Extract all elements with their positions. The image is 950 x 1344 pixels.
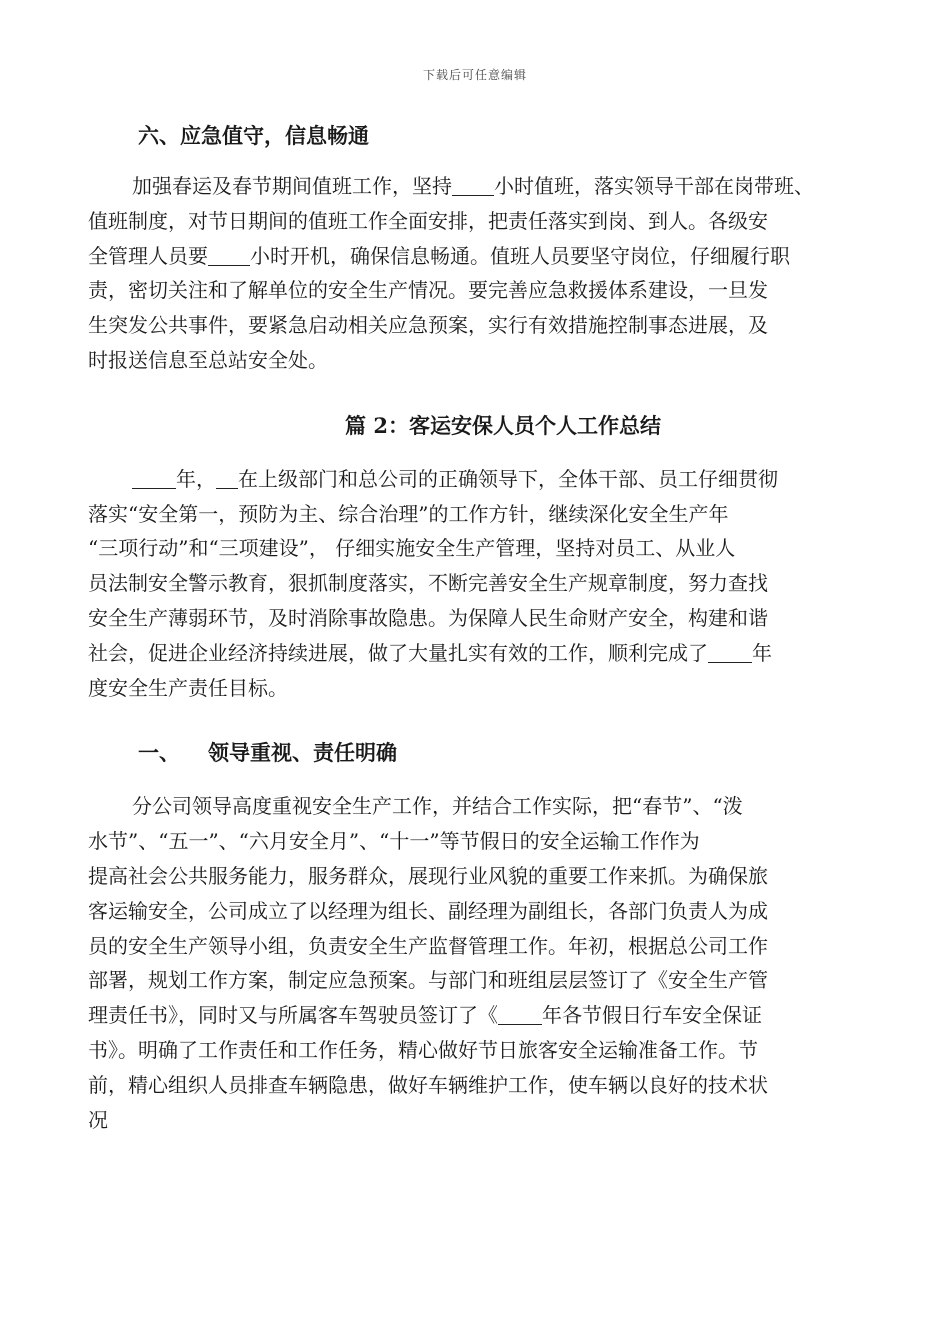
document-body	[88, 118, 878, 1137]
text-line: 落实“安全第一，预防为主、综合治理”的工作方针，继续深化安全生产年	[88, 501, 729, 526]
blank-underline	[498, 1004, 542, 1025]
paragraph-intro	[88, 462, 878, 706]
text-line: 水节”、“五一”、“六月安全月”、“十一”等节假日的安全运输工作作为	[88, 829, 700, 854]
blank-underline	[452, 175, 494, 196]
text-line: 员的安全生产领导小组，负责安全生产监督管理工作。年初，根据总公司工作	[88, 933, 768, 958]
text-line: 生突发公共事件，要紧急启动相关应急预案，实行有效措施控制事态进展，及	[88, 313, 768, 338]
text-line: 值班制度，对节日期间的值班工作全面安排，把责任落实到岗、到人。各级安	[88, 208, 768, 233]
text-line: 理责任书》，同时又与所属客车驾驶员签订了《 年各节假日行车安全保证	[88, 1003, 762, 1028]
text-line: 况	[88, 1107, 108, 1132]
heading-number: 一、	[138, 740, 180, 766]
article-title: 篇 2：客运安保人员个人工作总结	[345, 412, 661, 438]
text-line: “三项行动”和“三项建设”， 仔细实施安全生产管理，坚持对员工、从业人	[88, 536, 736, 561]
text-line: 社会，促进企业经济持续进展，做了大量扎实有效的工作，顺利完成了 年	[88, 640, 772, 665]
paragraph-leadership	[88, 789, 878, 1137]
page-header: 下载后可任意编辑	[422, 68, 527, 82]
text-line: 全管理人员要 小时开机，确保信息畅通。值班人员要坚守岗位，仔细履行职	[88, 243, 790, 268]
blank-underline	[708, 642, 752, 663]
heading-text: 领导重视、责任明确	[208, 740, 397, 766]
section-heading-1	[88, 735, 878, 771]
text-line: 分公司领导高度重视安全生产工作，并结合工作实际，把“春节”、“泼	[132, 794, 743, 819]
blank-underline	[208, 245, 250, 266]
text-line: 度安全生产责任目标。	[88, 675, 288, 700]
blank-underline	[216, 468, 238, 489]
text-line: 年， 在上级部门和总公司的正确领导下，全体干部、员工仔细贯彻	[88, 462, 878, 497]
text-line: 提高社会公共服务能力，服务群众，展现行业风貌的重要工作来抓。为确保旅	[88, 863, 768, 888]
text-line: 客运输安全，公司成立了以经理为组长、副经理为副组长，各部门负责人为成	[88, 898, 768, 923]
text-line: 责，密切关注和了解单位的安全生产情况。要完善应急救援体系建设，一旦发	[88, 278, 768, 303]
text-line: 安全生产薄弱环节，及时消除事故隐患。为保障人民生命财产安全，构建和谐	[88, 605, 768, 630]
text-line: 加强春运及春节期间值班工作，坚持 小时值班，落实领导干部在岗带班、	[132, 174, 814, 198]
text-line: 书》。明确了工作责任和工作任务，精心做好节日旅客安全运输准备工作。节	[88, 1037, 758, 1062]
text-line: 时报送信息至总站安全处。	[88, 347, 328, 372]
text-line: 部署，规划工作方案，制定应急预案。与部门和班组层层签订了《安全生产管	[88, 968, 768, 993]
paragraph-duty	[88, 169, 878, 378]
blank-underline	[132, 468, 176, 489]
section-heading-6: 六、应急值守，信息畅通	[138, 123, 369, 148]
text-line: 前，精心组织人员排查车辆隐患，做好车辆维护工作，使车辆以良好的技术状	[88, 1072, 768, 1097]
text-line: 员法制安全警示教育，狠抓制度落实，不断完善安全生产规章制度，努力查找	[88, 571, 768, 596]
